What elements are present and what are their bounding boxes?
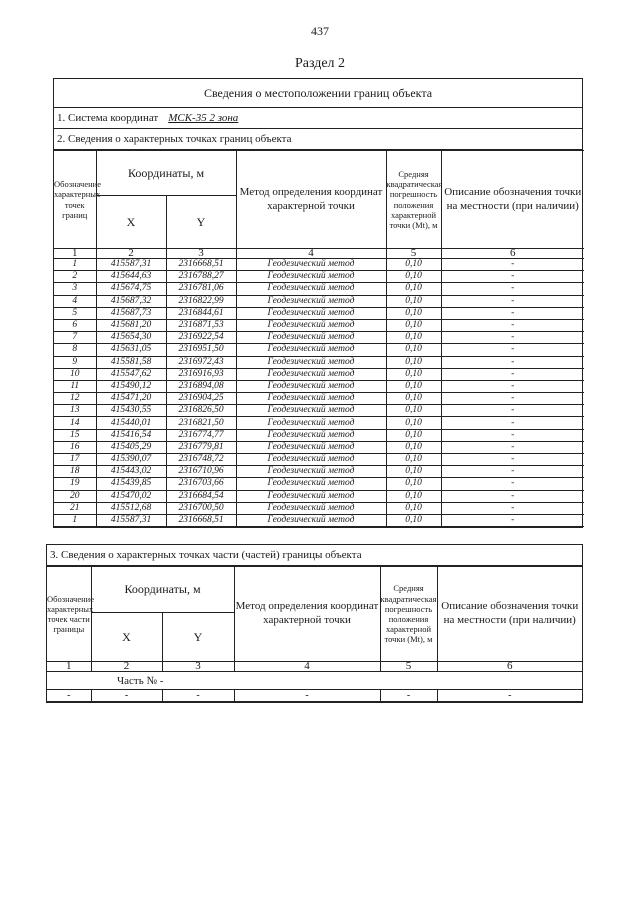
table-cell: 0,10 [386,259,441,271]
designation-header: Обозначение характерных точек части границы [47,567,91,662]
table-cell: - [441,466,584,478]
table-cell: - [47,690,91,702]
part-label-row [47,672,582,690]
col-number: 2 [96,249,166,259]
table-cell: - [441,490,584,502]
table-cell: 0,10 [386,478,441,490]
table-cell: 2316821,50 [166,417,236,429]
table-cell: 0,10 [386,417,441,429]
table-cell: Геодезический метод [236,344,386,356]
coord-system-value: МСК-35 2 зона [168,111,239,124]
table-row [54,259,584,271]
table-cell: - [441,441,584,453]
coord-system-label: 1. Система координат [57,111,159,124]
y-header: Y [162,613,234,662]
table-cell: - [441,259,584,271]
table-cell: - [441,454,584,466]
table-cell: 415587,31 [96,259,166,271]
points-heading: 2. Сведения о характерных точках границ объекта [54,129,582,150]
table-cell: 19 [54,478,96,490]
table-cell: Геодезический метод [236,454,386,466]
table-cell: - [91,690,162,702]
table-cell: 415430,55 [96,405,166,417]
table-row [54,380,584,392]
table-cell: 0,10 [386,307,441,319]
coordinates-header: Координаты, м [91,567,234,613]
boundaries-table [53,78,583,528]
table-cell: Геодезический метод [236,356,386,368]
table-cell: 2316894,08 [166,380,236,392]
table-cell: 415631,05 [96,344,166,356]
table-cell: 2316700,50 [166,502,236,514]
table-cell: 415512,68 [96,502,166,514]
table-row [54,466,584,478]
table-cell: 17 [54,454,96,466]
table-cell: Геодезический метод [236,271,386,283]
table-row [54,502,584,514]
table-cell: 13 [54,405,96,417]
table-cell: - [441,319,584,331]
table-cell: 2 [54,271,96,283]
table-cell: 2316703,66 [166,478,236,490]
method-header: Метод определения координат характерной точки [234,567,380,662]
table-cell: - [441,417,584,429]
col-number: 4 [234,662,380,672]
table-cell: Геодезический метод [236,295,386,307]
table-cell: 2316826,50 [166,405,236,417]
col-number: 1 [47,662,91,672]
table-cell: 10 [54,368,96,380]
table-cell: 7 [54,332,96,344]
table-cell: Геодезический метод [236,368,386,380]
table-cell: 2316904,25 [166,393,236,405]
table-cell: 2316748,72 [166,454,236,466]
table-cell: 415439,85 [96,478,166,490]
table-cell: 8 [54,344,96,356]
table-cell: 0,10 [386,454,441,466]
table-cell: - [441,356,584,368]
description-header: Описание обозначения точки на местности (при наличии) [437,567,582,662]
table-cell: Геодезический метод [236,417,386,429]
table-cell: 2316788,27 [166,271,236,283]
table-cell: 415547,62 [96,368,166,380]
table-cell: 415405,29 [96,441,166,453]
column-numbers-row [54,249,584,259]
table-row [54,514,584,526]
table-cell: - [441,429,584,441]
table-cell: Геодезический метод [236,332,386,344]
table-cell: 2316684,54 [166,490,236,502]
table-cell: 0,10 [386,356,441,368]
col-number: 4 [236,249,386,259]
table-row [54,393,584,405]
table-cell: 0,10 [386,319,441,331]
table-cell: 415440,01 [96,417,166,429]
table-cell: 15 [54,429,96,441]
table-cell: 2316871,53 [166,319,236,331]
table-cell: 0,10 [386,283,441,295]
table-cell: 0,10 [386,344,441,356]
table-cell: 0,10 [386,502,441,514]
table-cell: 2316922,54 [166,332,236,344]
table-cell: 11 [54,380,96,392]
method-header: Метод определения координат характерной точки [236,151,386,249]
col-number: 2 [91,662,162,672]
table-cell: 2316779,81 [166,441,236,453]
page-number: 437 [311,24,329,38]
table-cell: - [441,405,584,417]
table-cell: - [162,690,234,702]
part-points-heading: 3. Сведения о характерных точках части (частей) границы объекта [47,545,582,566]
table-row [54,478,584,490]
table-row [54,295,584,307]
table-cell: 2316781,06 [166,283,236,295]
x-header: X [91,613,162,662]
table-cell: 2316668,51 [166,514,236,526]
table-cell: 415581,58 [96,356,166,368]
table-cell: 415687,73 [96,307,166,319]
part-label: Часть № - [47,672,582,690]
table-cell: 3 [54,283,96,295]
table-cell: 0,10 [386,295,441,307]
table-cell: 6 [54,319,96,331]
table-cell: 415471,20 [96,393,166,405]
table-cell: 415390,07 [96,454,166,466]
table-cell: 0,10 [386,466,441,478]
col-number: 5 [380,662,437,672]
table-cell: 0,10 [386,368,441,380]
table-cell: 415470,02 [96,490,166,502]
table-cell: 0,10 [386,429,441,441]
table-cell: 9 [54,356,96,368]
table-row [54,417,584,429]
col-number: 3 [166,249,236,259]
table-cell: - [441,283,584,295]
table-cell: Геодезический метод [236,466,386,478]
table-cell: 415587,31 [96,514,166,526]
table-cell: - [441,271,584,283]
table-cell: 415681,20 [96,319,166,331]
table-row [54,454,584,466]
table-row [54,368,584,380]
col-number: 6 [441,249,584,259]
table-cell: Геодезический метод [236,514,386,526]
table-cell: 5 [54,307,96,319]
table-cell: 415644,63 [96,271,166,283]
table-cell: 0,10 [386,332,441,344]
table-row [54,307,584,319]
table-row [54,490,584,502]
table-cell: 20 [54,490,96,502]
table-cell: 0,10 [386,380,441,392]
table-row [54,271,584,283]
table-cell: Геодезический метод [236,319,386,331]
table-cell: Геодезический метод [236,307,386,319]
table-cell: - [441,514,584,526]
table-cell: Геодезический метод [236,429,386,441]
table-row [54,319,584,331]
x-header: X [96,196,166,249]
table-cell: - [380,690,437,702]
table-cell: 0,10 [386,514,441,526]
table-cell: Геодезический метод [236,380,386,392]
table-row [54,356,584,368]
designation-header: Обозначение характерных точек границ [54,151,96,249]
points-table [54,150,584,527]
error-header: Средняя квадратическая погрешность положения характерной точки (Mt), м [380,567,437,662]
table-cell: 14 [54,417,96,429]
column-numbers-row [47,662,582,672]
table-cell: 415416,54 [96,429,166,441]
col-number: 6 [437,662,582,672]
table-row [54,283,584,295]
table-row [54,441,584,453]
table-cell: 0,10 [386,271,441,283]
table-cell: Геодезический метод [236,441,386,453]
table-cell: 4 [54,295,96,307]
table-cell: 16 [54,441,96,453]
part-boundaries-table [46,544,583,703]
table-cell: - [441,344,584,356]
error-header: Средняя квадратическая погрешность положения характерной точки (Mt), м [386,151,441,249]
table-cell: Геодезический метод [236,283,386,295]
table-cell: 415687,32 [96,295,166,307]
table-cell: - [441,368,584,380]
table-cell: Геодезический метод [236,393,386,405]
table-cell: Геодезический метод [236,259,386,271]
table-cell: 2316710,96 [166,466,236,478]
y-header: Y [166,196,236,249]
table-cell: 415674,75 [96,283,166,295]
table-cell: 415654,30 [96,332,166,344]
table-row [54,344,584,356]
table-row [47,690,582,702]
table-cell: - [441,332,584,344]
coord-system-row [54,108,582,129]
table-cell: 0,10 [386,441,441,453]
table-cell: 2316774,77 [166,429,236,441]
table-cell: Геодезический метод [236,490,386,502]
table-cell: - [441,393,584,405]
table-cell: 2316822,99 [166,295,236,307]
table-cell: 18 [54,466,96,478]
table-cell: 2316951,50 [166,344,236,356]
table-cell: - [441,502,584,514]
table-cell: 21 [54,502,96,514]
table-cell: Геодезический метод [236,502,386,514]
table-cell: 1 [54,259,96,271]
description-header: Описание обозначения точки на местности (при наличии) [441,151,584,249]
part-points-table [47,566,582,702]
table-cell: Геодезический метод [236,478,386,490]
table-cell: 2316844,61 [166,307,236,319]
col-number: 5 [386,249,441,259]
table-cell: 2316916,93 [166,368,236,380]
table-cell: 0,10 [386,490,441,502]
table-cell: 1 [54,514,96,526]
table-cell: 2316972,43 [166,356,236,368]
table-caption: Сведения о местоположении границ объекта [54,79,582,108]
table-cell: 2316668,51 [166,259,236,271]
table-cell: 415490,12 [96,380,166,392]
table-cell: 415443,02 [96,466,166,478]
table-cell: - [441,380,584,392]
table-cell: - [441,295,584,307]
table-cell: 0,10 [386,393,441,405]
table-cell: - [234,690,380,702]
section-title: Раздел 2 [294,56,346,71]
col-number: 3 [162,662,234,672]
table-row [54,405,584,417]
table-cell: 12 [54,393,96,405]
table-cell: - [441,307,584,319]
table-cell: - [437,690,582,702]
coordinates-header: Координаты, м [96,151,236,196]
table-row [54,332,584,344]
table-row [54,429,584,441]
table-cell: 0,10 [386,405,441,417]
table-cell: Геодезический метод [236,405,386,417]
col-number: 1 [54,249,96,259]
table-cell: - [441,478,584,490]
